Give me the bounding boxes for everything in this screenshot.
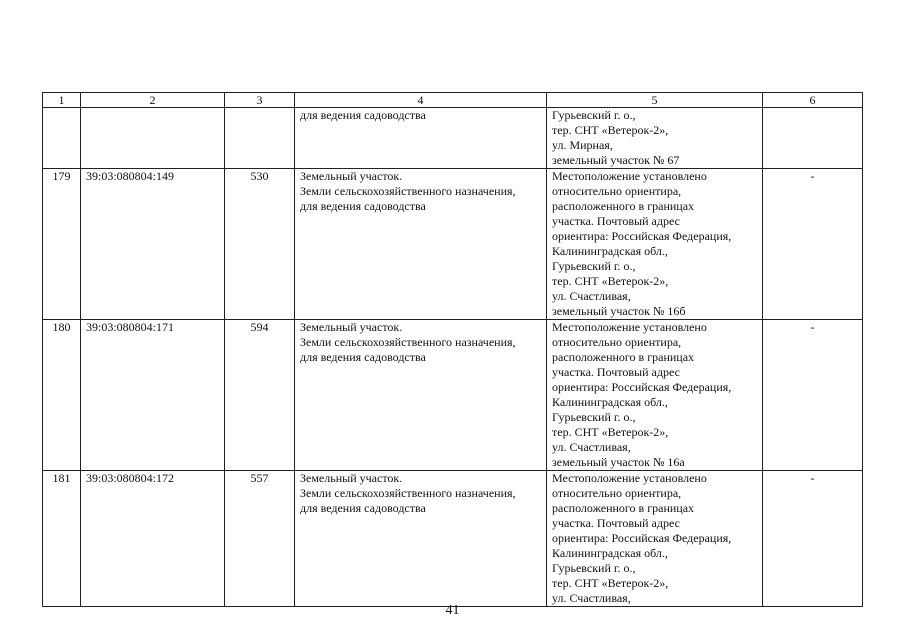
description-cell (295, 320, 547, 471)
address-cell-line: относительно ориентира, (552, 486, 682, 500)
address-cell-line: земельный участок № 67 (552, 153, 680, 167)
address-cell-line: расположенного в границах (552, 501, 695, 515)
row-number-cell (43, 108, 81, 169)
address-cell-line: Гурьевский г. о., (552, 410, 636, 424)
address-cell-line: земельный участок № 16б (552, 304, 686, 318)
description-cell-line: Земли сельскохозяйственного назначения, (300, 184, 516, 198)
address-cell-line: ул. Счастливая, (552, 440, 631, 454)
address-cell-line: участка. Почтовый адрес (552, 516, 680, 530)
cadastral-number-cell: 39:03:080804:149 (81, 169, 225, 320)
address-cell-line: Местоположение установлено (552, 169, 707, 183)
address-cell-line: ул. Мирная, (552, 138, 613, 152)
column-header: 6 (763, 93, 863, 108)
description-cell-line: Земли сельскохозяйственного назначения, (300, 486, 516, 500)
note-cell (763, 108, 863, 169)
area-cell (225, 108, 295, 169)
cadastral-number-cell: 39:03:080804:171 (81, 320, 225, 471)
row-number-cell: 179 (43, 169, 81, 320)
area-cell: 557 (225, 471, 295, 607)
cadastral-number-cell: 39:03:080804:172 (81, 471, 225, 607)
description-cell (295, 169, 547, 320)
address-cell (547, 108, 763, 169)
description-cell-line: Земли сельскохозяйственного назначения, (300, 335, 516, 349)
description-cell-line: Земельный участок. (300, 471, 403, 485)
address-cell-line: ориентира: Российская Федерация, (552, 229, 732, 243)
address-cell-line: Местоположение установлено (552, 471, 707, 485)
description-cell-line: Земельный участок. (300, 320, 403, 334)
table-row (43, 169, 863, 320)
address-cell (547, 320, 763, 471)
table-header-row (43, 93, 863, 108)
address-cell-line: Калининградская обл., (552, 395, 668, 409)
table-body (43, 108, 863, 607)
address-cell-line: ул. Счастливая, (552, 591, 631, 605)
row-number-cell: 180 (43, 320, 81, 471)
address-cell-line: Калининградская обл., (552, 244, 668, 258)
column-header: 1 (43, 93, 81, 108)
row-number-cell: 181 (43, 471, 81, 607)
address-cell-line: относительно ориентира, (552, 184, 682, 198)
description-cell-line: для ведения садоводства (300, 108, 426, 122)
address-cell-line: участка. Почтовый адрес (552, 365, 680, 379)
cadastral-number-cell (81, 108, 225, 169)
address-cell-line: Местоположение установлено (552, 320, 707, 334)
address-cell-line: расположенного в границах (552, 199, 695, 213)
address-cell-line: относительно ориентира, (552, 335, 682, 349)
address-cell (547, 471, 763, 607)
description-cell-line: Земельный участок. (300, 169, 403, 183)
note-cell: - (763, 471, 863, 607)
address-cell-line: Гурьевский г. о., (552, 259, 636, 273)
address-cell-line: тер. СНТ «Ветерок-2», (552, 123, 669, 137)
land-plot-registry-table (42, 92, 863, 607)
address-cell-line: ориентира: Российская Федерация, (552, 531, 732, 545)
column-header: 4 (295, 93, 547, 108)
address-cell-line: Гурьевский г. о., (552, 561, 636, 575)
address-cell-line: тер. СНТ «Ветерок-2», (552, 274, 669, 288)
area-cell: 594 (225, 320, 295, 471)
description-cell-line: для ведения садоводства (300, 199, 426, 213)
address-cell-line: тер. СНТ «Ветерок-2», (552, 425, 669, 439)
description-cell (295, 471, 547, 607)
description-cell-line: для ведения садоводства (300, 350, 426, 364)
table-row (43, 108, 863, 169)
page-number: 41 (445, 603, 460, 618)
area-cell: 530 (225, 169, 295, 320)
column-header: 2 (81, 93, 225, 108)
description-cell (295, 108, 547, 169)
table-row (43, 471, 863, 607)
note-cell: - (763, 320, 863, 471)
address-cell (547, 169, 763, 320)
description-cell-line: для ведения садоводства (300, 501, 426, 515)
address-cell-line: расположенного в границах (552, 350, 695, 364)
address-cell-line: участка. Почтовый адрес (552, 214, 680, 228)
address-cell-line: Гурьевский г. о., (552, 108, 636, 122)
address-cell-line: ул. Счастливая, (552, 289, 631, 303)
address-cell-line: Калининградская обл., (552, 546, 668, 560)
address-cell-line: тер. СНТ «Ветерок-2», (552, 576, 669, 590)
address-cell-line: земельный участок № 16а (552, 455, 685, 469)
column-header: 3 (225, 93, 295, 108)
note-cell: - (763, 169, 863, 320)
column-header: 5 (547, 93, 763, 108)
address-cell-line: ориентира: Российская Федерация, (552, 380, 732, 394)
table-row (43, 320, 863, 471)
